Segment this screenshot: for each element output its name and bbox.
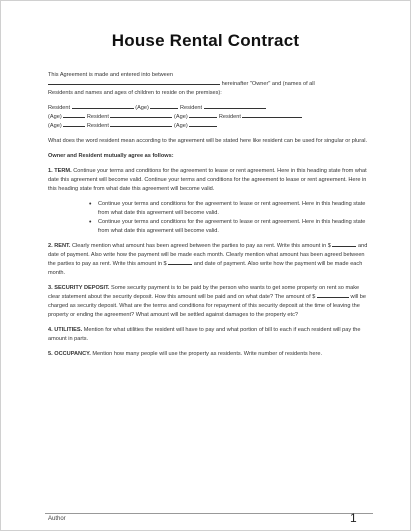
term-bullet: • Continue your terms and conditions for the agreement to lease or rent agreement. Here in this heading state from what date this agreement will become valid. <box>98 200 370 218</box>
footer-author: Author <box>48 516 66 522</box>
term-bullet: • Continue your terms and conditions for the agreement to lease or rent agreement. Here in this heading state from what date this agreement will become valid. <box>98 218 370 236</box>
resident-label: Resident <box>86 114 109 120</box>
agree-heading: Owner and Resident mutually agree as follows: <box>48 153 174 159</box>
deposit-text: will be charged as security deposit. What are the terms and conditions for repayment of this security deposit at the time of leaving the property or ending the agreement? What amount will be settled against damages to the property etc? <box>48 294 366 318</box>
deposit-section <box>48 284 370 320</box>
resident-label: Resident <box>218 114 241 120</box>
rent-text: Clearly mention what amount has been agreed between the parties to pay as rent. Write this amount in $ <box>71 243 331 249</box>
resident-label: Resident <box>180 105 203 111</box>
rent-heading: 2. RENT. <box>48 243 71 249</box>
deposit-heading: 3. SECURITY DEPOSIT. <box>48 285 110 291</box>
rent-text: and date of payment. Also write how the payment will be made each month. <box>48 261 363 276</box>
intro-line-2: hereinafter "Owner" and (names of all <box>221 81 315 87</box>
term-text: Continue your terms and conditions for the agreement to lease or rent agreement. Here in this heading state from what date this agreement will become valid. Continue your terms and conditions for the agreement to lease or rent agreement. Here in this heading state from what date this agreement will become valid. <box>48 168 367 192</box>
resident-label: Resident <box>48 105 71 111</box>
age-label: (Age) <box>174 123 188 129</box>
resident-blank <box>110 126 172 127</box>
age-label: (Age) <box>48 123 62 129</box>
resident-blank <box>204 108 266 109</box>
resident-blank <box>72 108 134 109</box>
age-blank <box>63 126 85 127</box>
intro-line-1: This Agreement is made and entered into between <box>48 72 174 78</box>
occupancy-text: Mention how many people will use the property as residents. Write number of residents here. <box>92 351 323 357</box>
resident-blank <box>110 117 172 118</box>
intro-line-3: Residents and names and ages of children to reside on the premises): <box>48 90 222 96</box>
resident-blank <box>242 117 302 118</box>
page-number: 1 <box>350 511 357 525</box>
residents-block <box>48 104 370 131</box>
age-blank <box>189 117 217 118</box>
deposit-amount-blank <box>317 297 349 298</box>
intro-paragraph <box>48 71 370 98</box>
document-body <box>48 71 370 359</box>
term-bullet-list <box>48 200 370 236</box>
definition-paragraph: What does the word resident mean according to the agreement will be stated here like resident can be used for singular or plural. <box>48 138 368 144</box>
resident-label: Resident <box>86 123 109 129</box>
age-label: (Age) <box>48 114 62 120</box>
rent-amount-blank <box>332 246 356 247</box>
age-label: (Age) <box>135 105 149 111</box>
age-blank <box>150 108 178 109</box>
age-blank <box>189 126 217 127</box>
utilities-text: Mention for what utilities the resident will have to pay and what portion of bill to each if each resident will pay the amount in parts. <box>48 327 361 342</box>
age-label: (Age) <box>174 114 188 120</box>
utilities-section <box>48 326 370 344</box>
rent-amount-blank <box>168 264 192 265</box>
occupancy-section <box>48 350 370 359</box>
document-title: House Rental Contract <box>111 31 300 50</box>
deposit-text: Some security payment is to be paid by the person who wants to get some property on rent so make clear statement about the security deposit. How this amount will be paid and on what date? The amount of $ <box>48 285 360 300</box>
occupancy-heading: 5. OCCUPANCY. <box>48 351 91 357</box>
rent-text: and date of payment. Also write how the payment will be made each month. Clearly mention what amount has been agreed between the parties to pay as rent. Write this amount in $ <box>48 243 368 267</box>
owner-name-blank <box>48 84 220 85</box>
term-heading: 1. TERM. <box>48 168 72 174</box>
utilities-heading: 4. UTILITIES. <box>48 327 83 333</box>
footer-divider <box>45 513 373 514</box>
age-blank <box>63 117 85 118</box>
rent-section <box>48 242 370 278</box>
term-section <box>48 167 370 194</box>
